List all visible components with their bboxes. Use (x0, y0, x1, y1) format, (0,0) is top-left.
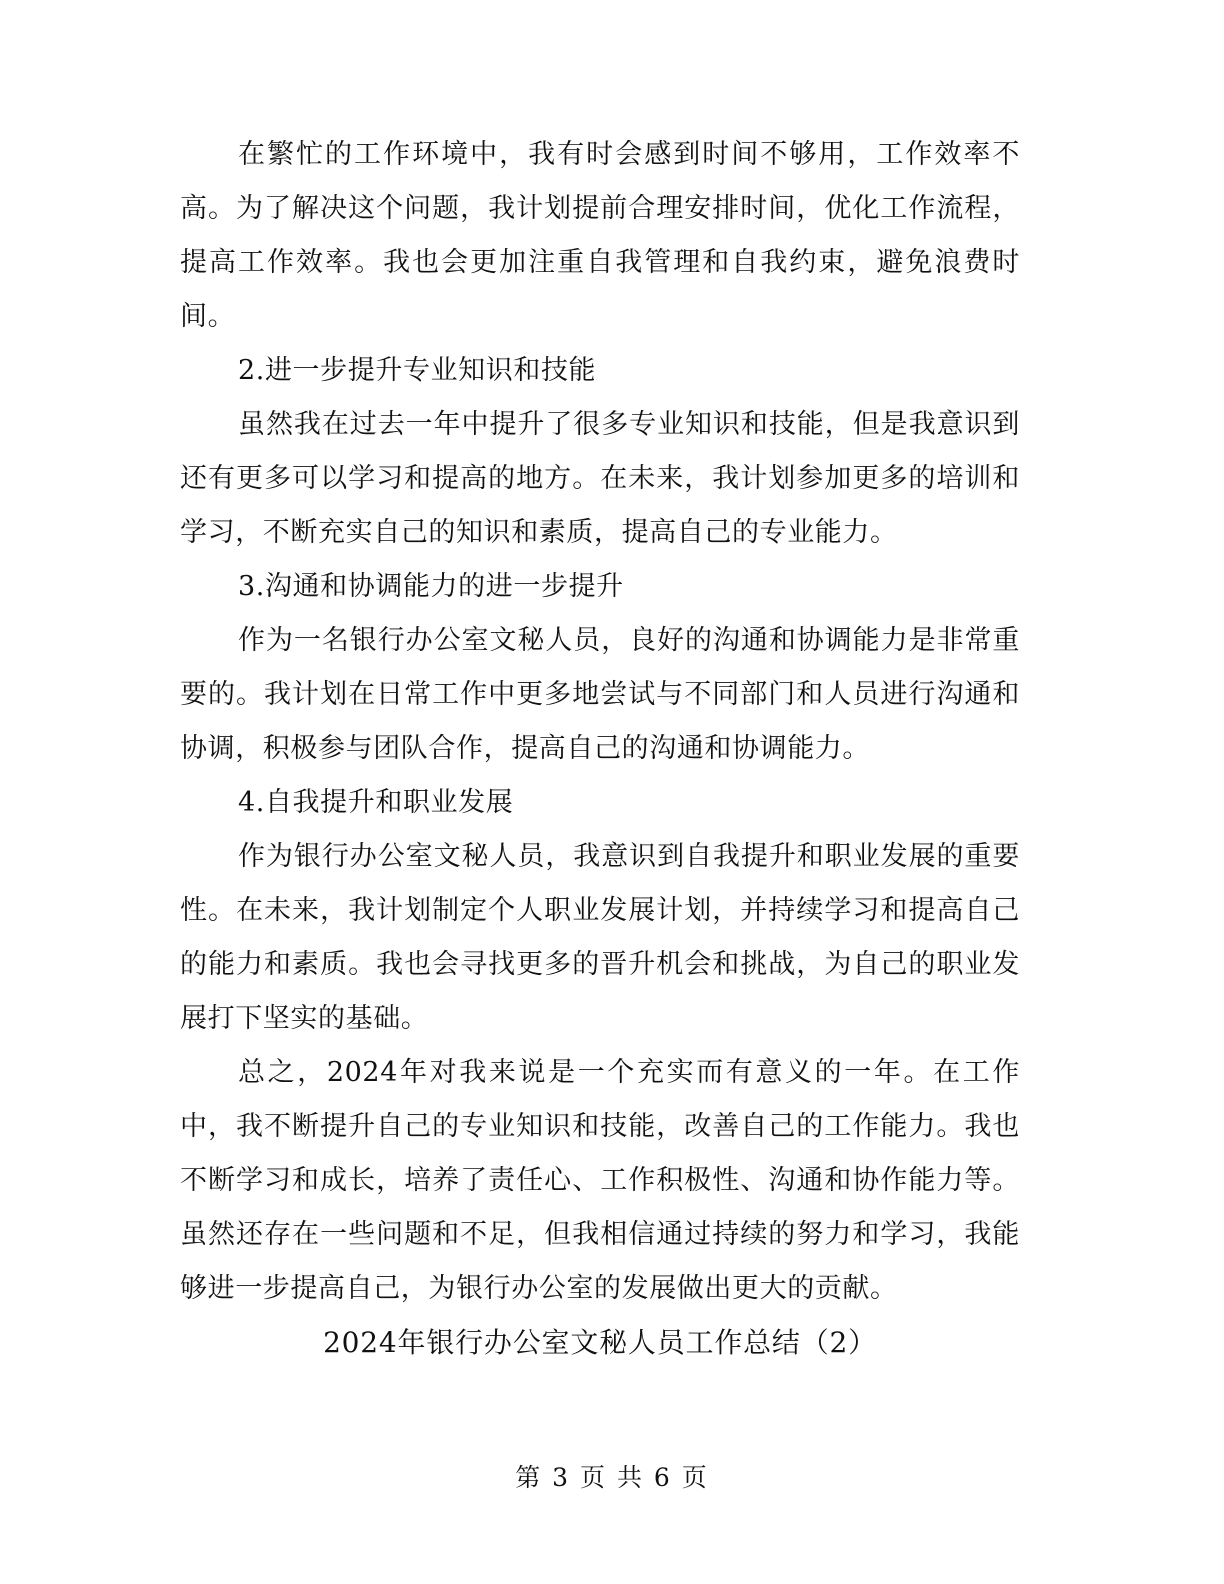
document-body (180, 128, 1020, 1370)
paragraph-conclusion: 总之，2024年对我来说是一个充实而有意义的一年。在工作中，我不断提升自己的专业知识和技能，改善自己的工作能力。我也不断学习和成长，培养了责任心、工作积极性、沟通和协作能力等。虽然还存在一些问题和不足，但我相信通过持续的努力和学习，我能够进一步提高自己，为银行办公室的发展做出更大的贡献。 (180, 1057, 1020, 1304)
paragraph-communication: 作为一名银行办公室文秘人员，良好的沟通和协调能力是非常重要的。我计划在日常工作中更多地尝试与不同部门和人员进行沟通和协调，积极参与团队合作，提高自己的沟通和协调能力。 (180, 625, 1020, 764)
heading-professional-skills: 2.进一步提升专业知识和技能 (238, 355, 597, 386)
heading-communication: 3.沟通和协调能力的进一步提升 (238, 571, 624, 602)
page-number-footer: 第 3 页 共 6 页 (515, 1463, 709, 1492)
heading-career-development: 4.自我提升和职业发展 (238, 787, 514, 818)
paragraph-career-development: 作为银行办公室文秘人员，我意识到自我提升和职业发展的重要性。在未来，我计划制定个人职业发展计划，并持续学习和提高自己的能力和素质。我也会寻找更多的晋升机会和挑战，为自己的职业发展打下坚实的基础。 (180, 841, 1020, 1034)
paragraph-professional-skills: 虽然我在过去一年中提升了很多专业知识和技能，但是我意识到还有更多可以学习和提高的地方。在未来，我计划参加更多的培训和学习，不断充实自己的知识和素质，提高自己的专业能力。 (180, 409, 1020, 548)
section-title: 2024年银行办公室文秘人员工作总结（2） (323, 1326, 877, 1359)
paragraph-time-management: 在繁忙的工作环境中，我有时会感到时间不够用，工作效率不高。为了解决这个问题，我计划提前合理安排时间，优化工作流程，提高工作效率。我也会更加注重自我管理和自我约束，避免浪费时间。 (180, 139, 1020, 332)
